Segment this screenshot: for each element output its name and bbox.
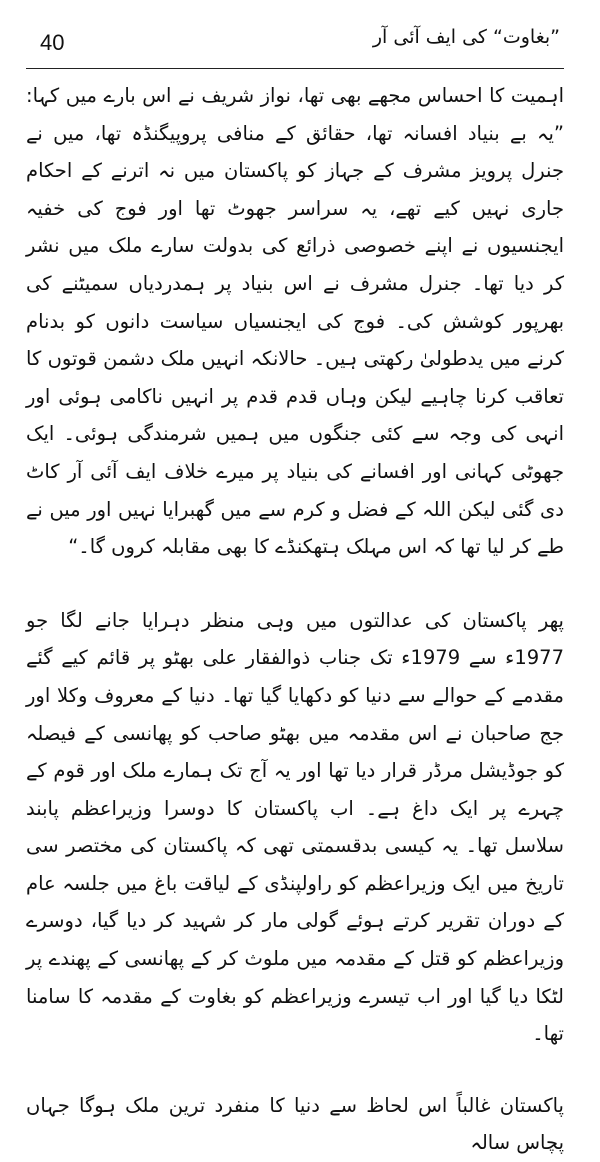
paragraph-1: اہمیت کا احساس مجھے بھی تھا، نواز شریف نے اس بارے میں کہا: ”یہ بے بنیاد افسانہ تھا، حقائق کے منافی پروپیگنڈہ تھا، میں نے جنرل پرویز مشرف کے جہاز کو پاکستان میں نہ اترنے کے احکام جاری نہیں کیے تھے، یہ سراسر جھوٹ تھا اور فوج کی خفیہ ایجنسیوں نے اپنے خصوصی ذرائع کی بدولت سارے ملک میں نشر کر دیا تھا۔ جنرل مشرف نے اس بنیاد پر ہمدردیاں سمیٹنے کی بھرپور کوشش کی۔ فوج کی ایجنسیاں سیاست دانوں کو بدنام کرنے میں یدطولیٰ رکھتی ہیں۔ حالانکہ انہیں ملک دشمن قوتوں کا تعاقب کرنا چاہیے لیکن وہاں قدم قدم پر انہیں ناکامی ہوئی اور انہی کی وجہ سے کئی جنگوں میں ہمیں شرمندگی ہوئی۔ ایک جھوٹی کہانی اور افسانے کی بنیاد پر میرے خلاف ایف آئی آر کاٹ دی گئی لیکن اللہ کے فضل و کرم سے میں گھبرایا نہیں اور میں نے طے کر لیا تھا کہ اس مہلک ہتھکنڈے کا بھی مقابلہ کروں گا۔“	[26, 84, 564, 559]
page-body	[26, 77, 564, 1162]
running-title: ”بغاوت“ کی ایف آئی آر	[372, 26, 560, 48]
page-header	[26, 18, 564, 69]
page-number: 40	[40, 30, 65, 55]
paragraph-2: پھر پاکستان کی عدالتوں میں وہی منظر دہرایا جانے لگا جو 1977ء سے 1979ء تک جناب ذوالفقار علی بھٹو پر قائم کیے گئے مقدمے کے حوالے سے دنیا کو دکھایا گیا تھا۔ دنیا کے معروف وکلا اور جج صاحبان نے اس مقدمہ میں بھٹو صاحب کو پھانسی کے فیصلہ کو جوڈیشل مرڈر قرار دیا تھا اور یہ آج تک ہمارے ملک اور قوم کے چہرے پر ایک داغ ہے۔ اب پاکستان کا دوسرا وزیراعظم پابند سلاسل تھا۔ یہ کیسی بدقسمتی تھی کہ پاکستان کی مختصر سی تاریخ میں ایک وزیراعظم کو راولپنڈی کے لیاقت باغ میں جلسہ عام کے دوران تقریر کرتے ہوئے گولی مار کر شہید کر دیا گیا، دوسرے وزیراعظم کو قتل کے مقدمہ میں ملوث کر کے پھانسی کے پھندے پر لٹکا دیا گیا اور اب تیسرے وزیراعظم کو بغاوت کے مقدمہ کا سامنا تھا۔	[26, 608, 564, 1046]
book-page	[0, 18, 600, 1155]
paragraph-3: پاکستان غالباً اس لحاظ سے دنیا کا منفرد ترین ملک ہوگا جہاں پچاس سالہ	[26, 1093, 564, 1155]
